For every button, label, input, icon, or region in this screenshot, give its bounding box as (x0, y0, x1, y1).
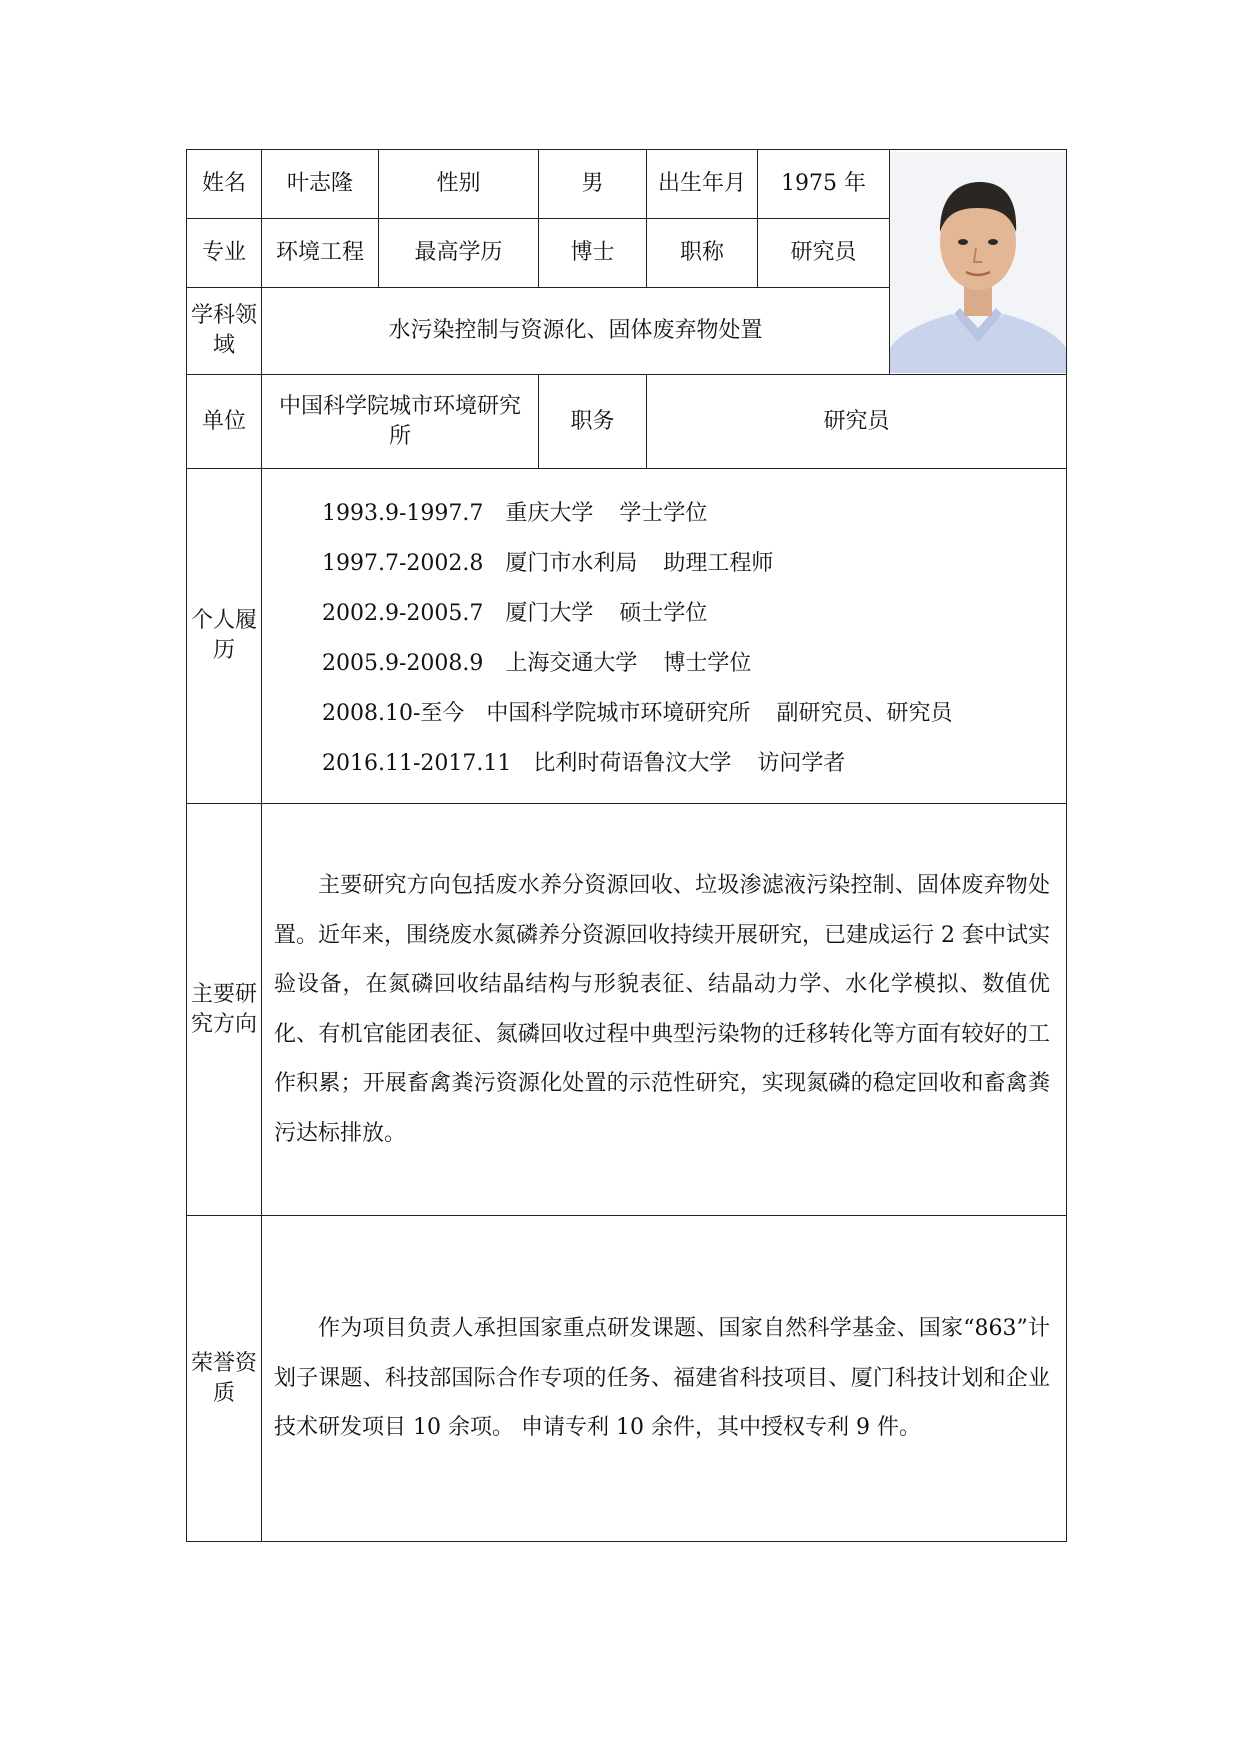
photo-cell (890, 150, 1067, 375)
field-label: 学科领域 (187, 288, 262, 375)
major-label: 专业 (187, 219, 262, 288)
resume-org: 厦门市水利局 (505, 551, 638, 576)
research-text: 主要研究方向包括废水养分资源回收、垃圾渗滤液污染控制、固体废弃物处置。近年来，围绕废水氮磷养分资源回收持续开展研究，已建成运行 2 套中试实验设备，在氮磷回收结晶结构与形貌表征、结晶动力学、水化学模拟、数值优化、有机官能团表征、氮磷回收过程中典型污染物的迁移转化等方面有较好的工作积累；开展畜禽粪污资源化处置的示范性研究，实现氮磷的稳定回收和畜禽粪污达标排放。 (274, 873, 1050, 1146)
research-label: 主要研究方向 (187, 804, 262, 1216)
resume-list (262, 469, 1066, 803)
row-honors (187, 1216, 1067, 1542)
resume-role: 副研究员、研究员 (776, 701, 953, 726)
resume-role: 硕士学位 (619, 601, 708, 626)
research-cell (262, 804, 1067, 1216)
degree-value: 博士 (539, 219, 647, 288)
honors-label: 荣誉资质 (187, 1216, 262, 1542)
portrait-photo-icon (890, 152, 1066, 373)
row-basic-info (187, 150, 1067, 219)
resume-period: 1997.7-2002.8 (322, 551, 484, 576)
resume-cell (262, 469, 1067, 804)
resume-role: 访问学者 (757, 751, 846, 776)
resume-period: 2005.9-2008.9 (322, 651, 484, 676)
resume-entry (262, 639, 1066, 689)
resume-role: 学士学位 (619, 501, 708, 526)
resume-entry (262, 689, 1066, 739)
honors-text: 作为项目负责人承担国家重点研发课题、国家自然科学基金、国家“863”计划子课题、科技部国际合作专项的任务、福建省科技项目、厦门科技计划和企业技术研发项目 10 余项。 申请专利 10 余件，其中授权专利 9 件。 (274, 1316, 1050, 1441)
gender-value: 男 (539, 150, 647, 219)
resume-entry (262, 539, 1066, 589)
unit-label: 单位 (187, 375, 262, 469)
resume-org: 厦门大学 (505, 601, 594, 626)
degree-label: 最高学历 (379, 219, 539, 288)
row-unit (187, 375, 1067, 469)
honors-cell (262, 1216, 1067, 1542)
resume-org: 中国科学院城市环境研究所 (486, 701, 751, 726)
birth-label: 出生年月 (647, 150, 758, 219)
title-value: 研究员 (758, 219, 890, 288)
resume-period: 1993.9-1997.7 (322, 501, 484, 526)
row-research (187, 804, 1067, 1216)
position-value: 研究员 (647, 375, 1067, 469)
profile-table (186, 149, 1067, 1542)
resume-org: 比利时荷语鲁汶大学 (533, 751, 732, 776)
row-resume (187, 469, 1067, 804)
resume-entry (262, 489, 1066, 539)
resume-period: 2008.10-至今 (322, 701, 465, 726)
resume-period: 2016.11-2017.11 (322, 751, 512, 776)
title-label: 职称 (647, 219, 758, 288)
major-value: 环境工程 (262, 219, 379, 288)
field-value: 水污染控制与资源化、固体废弃物处置 (262, 288, 890, 375)
gender-label: 性别 (379, 150, 539, 219)
resume-label: 个人履历 (187, 469, 262, 804)
resume-org: 重庆大学 (505, 501, 594, 526)
name-value: 叶志隆 (262, 150, 379, 219)
resume-org: 上海交通大学 (505, 651, 638, 676)
birth-value: 1975 年 (758, 150, 890, 219)
unit-value: 中国科学院城市环境研究所 (262, 375, 539, 469)
resume-role: 助理工程师 (663, 551, 774, 576)
resume-entry (262, 589, 1066, 639)
resume-role: 博士学位 (663, 651, 752, 676)
name-label: 姓名 (187, 150, 262, 219)
resume-entry (262, 739, 1066, 789)
position-label: 职务 (539, 375, 647, 469)
resume-period: 2002.9-2005.7 (322, 601, 484, 626)
